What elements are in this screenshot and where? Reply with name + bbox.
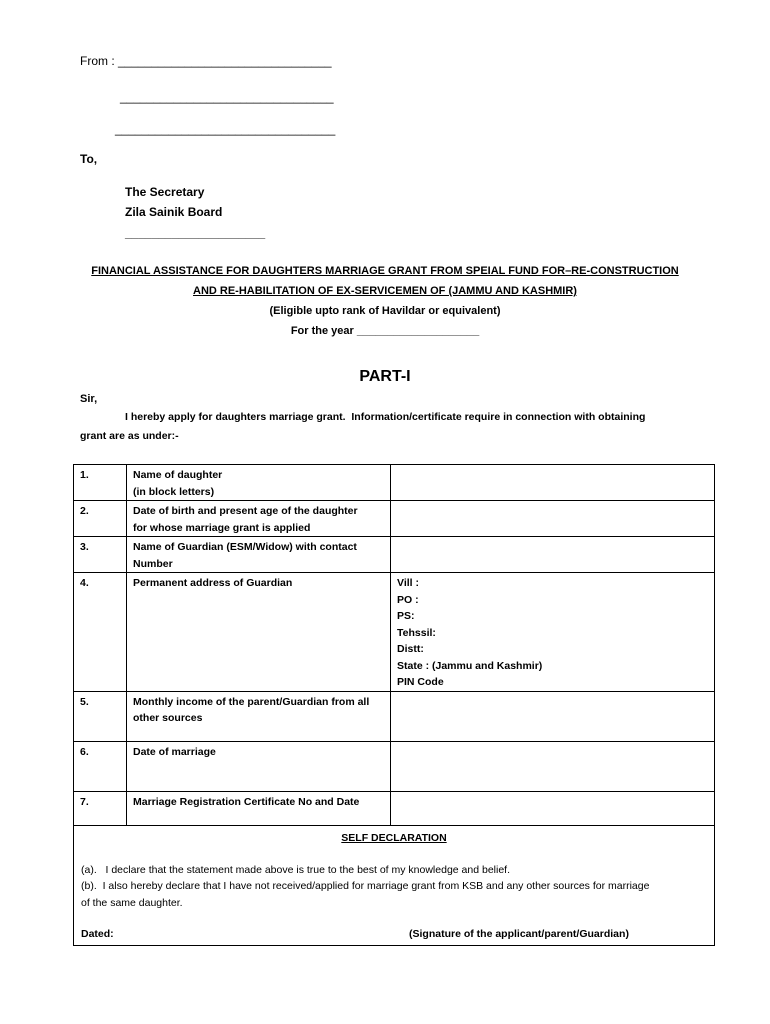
daughter-dob-field[interactable] [391,501,715,537]
part-heading: PART-I [359,368,411,385]
to-addressee: The Secretary [125,185,205,199]
signature-label[interactable]: (Signature of the applicant/parent/Guardian) [409,928,629,940]
guardian-name-field[interactable] [391,537,715,573]
to-office: Zila Sainik Board [125,205,223,219]
row-number: 2. [74,501,127,537]
row-label: Date of marriage [127,741,391,791]
address-police-station: PS: [397,610,415,622]
to-label: To, [80,152,98,166]
row-label: Marriage Registration Certificate No and Date [127,791,391,825]
table-row [74,537,715,573]
declaration-b-line-2: of the same daughter. [81,897,183,909]
row-number: 5. [74,691,127,741]
table-row [74,465,715,501]
from-address-line-3: _________________________________ [115,122,336,136]
intro-text-line-1: I hereby apply for daughters marriage grant. Information/certificate require in connection with obtaining [125,411,646,423]
address-village: Vill : [397,577,419,589]
row-number: 1. [74,465,127,501]
address-field[interactable] [391,573,715,692]
monthly-income-field[interactable] [391,691,715,741]
row-label: Date of birth and present age of the daughter for whose marriage grant is applied [127,501,391,537]
intro-text-line-2: grant are as under:- [80,430,179,442]
address-pin-code: PIN Code [397,676,444,688]
row-label: Name of daughter (in block letters) [127,465,391,501]
address-district: Distt: [397,643,424,655]
table-row [74,741,715,791]
declaration-a: (a). I declare that the statement made above is true to the best of my knowledge and belief. [81,864,510,876]
form-title-line-1: FINANCIAL ASSISTANCE FOR DAUGHTERS MARRIAGE GRANT FROM SPEIAL FUND FOR–RE-CONSTRUCTION [91,265,679,277]
address-state: State : (Jammu and Kashmir) [397,659,543,672]
row-label: Monthly income of the parent/Guardian from all other sources [127,691,391,741]
eligibility-note: (Eligible upto rank of Havildar or equivalent) [269,305,501,317]
declaration-b-line-1: (b). I also hereby declare that I have not received/applied for marriage grant from KSB and any other sources for marriage [81,880,650,892]
marriage-date-field[interactable] [391,741,715,791]
row-number: 6. [74,741,127,791]
row-number: 4. [74,573,127,692]
from-address-line-2: ________________________________ [120,90,334,104]
row-label: Permanent address of Guardian [127,573,391,692]
year-line: For the year ____________________ [290,325,480,337]
table-row [74,501,715,537]
address-tehsil: Tehssil: [397,626,436,639]
from-label: From : ________________________________ [80,54,332,68]
table-row [74,691,715,741]
salutation: Sir, [80,393,98,405]
to-district-line: _____________________ [125,226,266,240]
daughter-name-field[interactable] [391,465,715,501]
form-title-line-2: AND RE-HABILITATION OF EX-SERVICEMEN OF (JAMMU AND KASHMIR) [193,285,577,297]
dated-label[interactable]: Dated: [81,928,114,940]
row-number: 3. [74,537,127,573]
application-table [73,464,715,826]
address-post-office: PO : [397,593,419,606]
row-number: 7. [74,791,127,825]
table-row [74,573,715,692]
row-label: Name of Guardian (ESM/Widow) with contact Number [127,537,391,573]
self-declaration-box [73,814,715,946]
self-declaration-title: SELF DECLARATION [341,832,447,844]
